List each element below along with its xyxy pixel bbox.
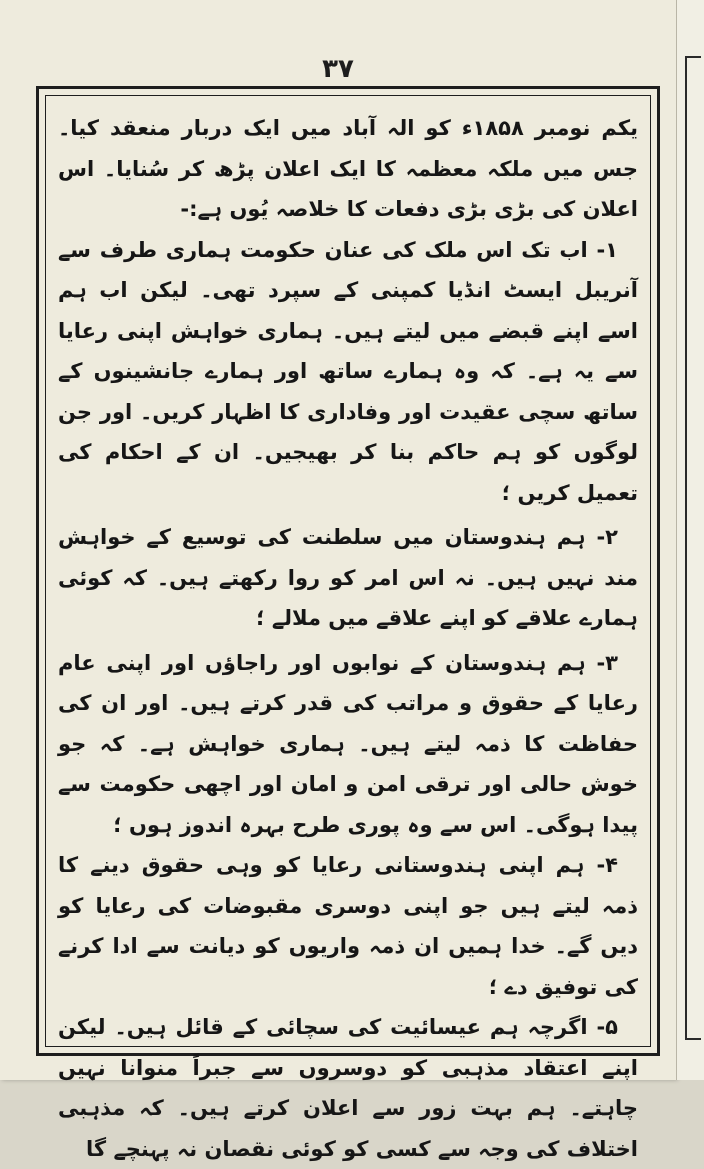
adjacent-page-border bbox=[685, 56, 701, 1040]
adjacent-page-edge bbox=[676, 0, 704, 1080]
page-number: ۳۷ bbox=[322, 54, 354, 84]
intro-paragraph: یکم نومبر ۱۸۵۸ء کو الہ آباد میں ایک دربار منعقد کیا۔ جس میں ملکہ معظمہ کا ایک اعلان پڑھ کر سُنایا۔ اس اعلان کی بڑی بڑی دفعات کا خلاصہ یُوں ہے:- bbox=[58, 116, 638, 221]
clause-2-paragraph: ۲- ہم ہندوستان میں سلطنت کی توسیع کے خواہش مند نہیں ہیں۔ نہ اس امر کو روا رکھتے ہیں۔ کہ کوئی ہمارے علاقے کو اپنے علاقے میں ملالے ؛ bbox=[58, 525, 638, 630]
page-text-block bbox=[58, 108, 638, 1169]
clause-4-paragraph: ۴- ہم اپنی ہندوستانی رعایا کو وہی حقوق دینے کا ذمہ لیتے ہیں جو اپنی دوسری مقبوضات کی رعایا کو دیں گے۔ خدا ہمیں ان ذمہ واریوں کو دیانت سے ادا کرنے کی توفیق دے ؛ bbox=[58, 853, 638, 999]
clause-1-paragraph: ۱- اب تک اس ملک کی عنان حکومت ہماری طرف سے آنریبل ایسٹ انڈیا کمپنی کے سپرد تھی۔ لیکن اب ہم اسے اپنے قبضے میں لیتے ہیں۔ ہماری خواہش اپنی رعایا سے یہ ہے۔ کہ وہ ہمارے ساتھ اور ہمارے جانشینوں کے ساتھ سچی عقیدت اور وفاداری کا اظہار کریں۔ اور جن لوگوں کو ہم حاکم بنا کر بھیجیں۔ ان کے احکام کی تعمیل کریں ؛ bbox=[58, 237, 638, 505]
clause-5-paragraph: ۵- اگرچہ ہم عیسائیت کی سچائی کے قائل ہیں۔ لیکن اپنے اعتقاد مذہبی کو دوسروں سے جبراً منوانا نہیں چاہتے۔ ہم بہت زور سے اعلان کرتے ہیں۔ کہ مذہبی اختلاف کی وجہ سے کسی کو کوئی نقصان نہ پہنچے گا bbox=[58, 1015, 638, 1161]
clause-3-paragraph: ۳- ہم ہندوستان کے نوابوں اور راجاؤں اور اپنی عام رعایا کے حقوق و مراتب کی قدر کرتے ہیں۔ اور ان کی حفاظت کا ذمہ لیتے ہیں۔ ہماری خواہش ہے۔ کہ جو خوش حالی اور ترقی امن و امان اور اچھی حکومت سے پیدا ہوگی۔ اس سے وہ پوری طرح بہرہ اندوز ہوں ؛ bbox=[58, 650, 638, 837]
